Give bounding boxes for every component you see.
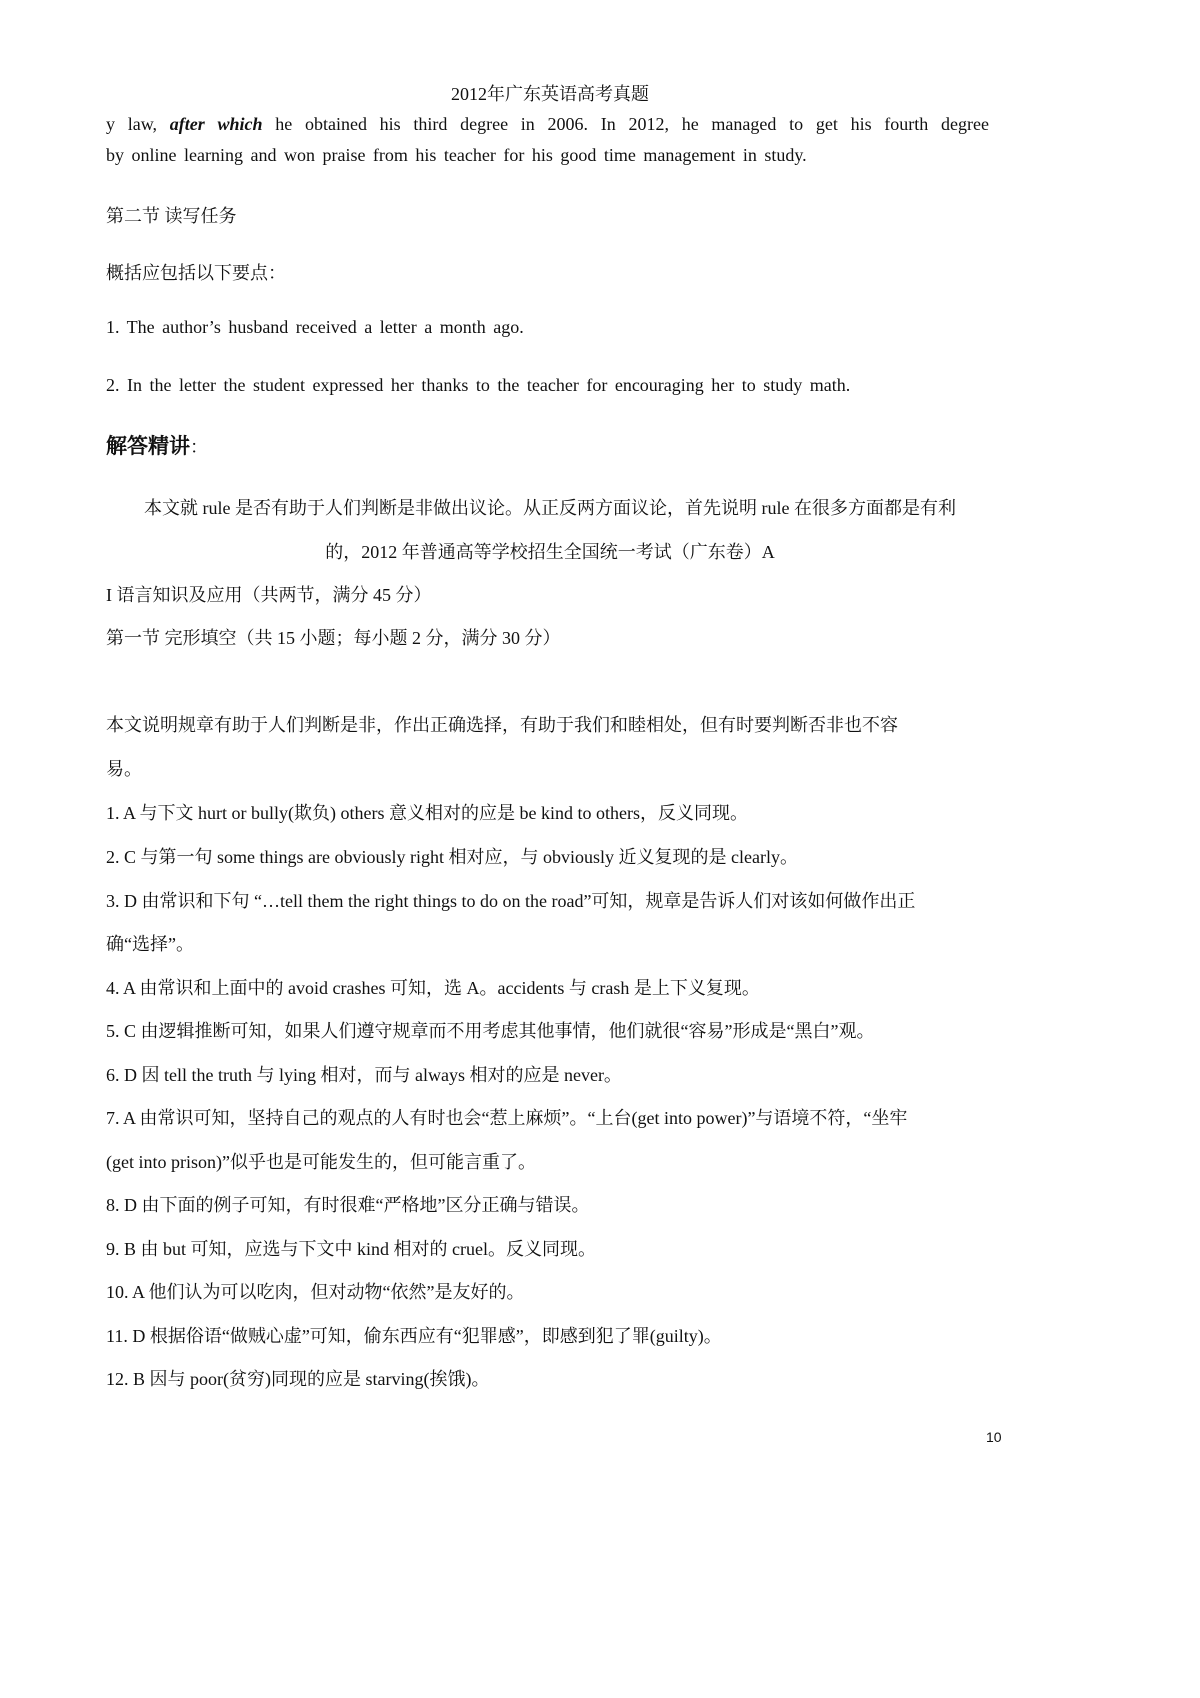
answer-item-3-line-2: 确“选择”。: [106, 934, 194, 954]
section-2-intro: 概括应包括以下要点：: [106, 263, 286, 283]
continuation-line-1: [106, 114, 989, 135]
answer-item-7-line-1: 7. A 由常识可知，坚持自己的观点的人有时也会“惹上麻烦”。“上台(get into power)”与语境不符，“坐牢: [106, 1108, 908, 1128]
answer-item-1: 1. A 与下文 hurt or bully(欺负) others 意义相对的应是 be kind to others，反义同现。: [106, 803, 748, 823]
answer-item-11: 11. D 根据俗语“做贼心虚”可知，偷东西应有“犯罪感”，即感到犯了罪(guilty)。: [106, 1326, 722, 1346]
answer-item-4: 4. A 由常识和上面中的 avoid crashes 可知，选 A。accidents 与 crash 是上下义复现。: [106, 978, 760, 998]
answer-item-8: 8. D 由下面的例子可知，有时很难“严格地”区分正确与错误。: [106, 1195, 590, 1215]
section-1-title: 第一节 完形填空（共 15 小题；每小题 2 分，满分 30 分）: [106, 628, 561, 648]
summary-point-2: 2. In the letter the student expressed her thanks to the teacher for encouraging her to study math.: [106, 375, 851, 395]
answers-heading-colon: ：: [190, 437, 208, 457]
answer-item-10: 10. A 他们认为可以吃肉，但对动物“依然”是友好的。: [106, 1282, 525, 1302]
page-header-title: 2012年广东英语高考真题: [451, 84, 649, 104]
page-number: 10: [986, 1429, 1002, 1445]
answer-item-7-line-2: (get into prison)”似乎也是可能发生的，但可能言重了。: [106, 1152, 536, 1172]
answers-heading: [106, 430, 208, 460]
answer-item-2: 2. C 与第一句 some things are obviously right 相对应，与 obviously 近义复现的是 clearly。: [106, 847, 798, 867]
answer-item-5: 5. C 由逻辑推断可知，如果人们遵守规章而不用考虑其他事情，他们就很“容易”形成是“黑白”观。: [106, 1021, 875, 1041]
passage-note-line-1: 本文说明规章有助于人们判断是非，作出正确选择，有助于我们和睦相处，但有时要判断否非也不容: [106, 715, 898, 735]
summary-line-1: 本文就 rule 是否有助于人们判断是非做出议论。从正反两方面议论，首先说明 rule 在很多方面都是有利: [144, 498, 956, 518]
answer-item-3-line-1: 3. D 由常识和下句 “…tell them the right things to do on the road”可知，规章是告诉人们对该如何做作出正: [106, 891, 916, 911]
section-2-title: 第二节 读写任务: [106, 206, 237, 226]
answer-item-9: 9. B 由 but 可知，应选与下文中 kind 相对的 cruel。反义同现。: [106, 1239, 596, 1259]
answer-item-6: 6. D 因 tell the truth 与 lying 相对，而与 always 相对的应是 never。: [106, 1065, 622, 1085]
summary-line-2: 的，2012 年普通高等学校招生全国统一考试（广东卷）A: [325, 542, 775, 562]
emphasis-after-which: after which: [169, 114, 263, 134]
continuation-text: he obtained his third degree in 2006. In 2012, he managed to get his fourth degree: [262, 114, 989, 134]
continuation-text: y law,: [106, 114, 170, 134]
passage-note-line-2: 易。: [106, 759, 142, 779]
answer-item-12: 12. B 因与 poor(贫穷)同现的应是 starving(挨饿)。: [106, 1369, 490, 1389]
summary-point-1: 1. The author’s husband received a letter a month ago.: [106, 317, 524, 337]
part-1-title: I 语言知识及应用（共两节，满分 45 分）: [106, 585, 432, 605]
answers-heading-label: 解答精讲: [106, 434, 190, 458]
continuation-line-2: by online learning and won praise from his teacher for his good time management in study.: [106, 145, 807, 165]
